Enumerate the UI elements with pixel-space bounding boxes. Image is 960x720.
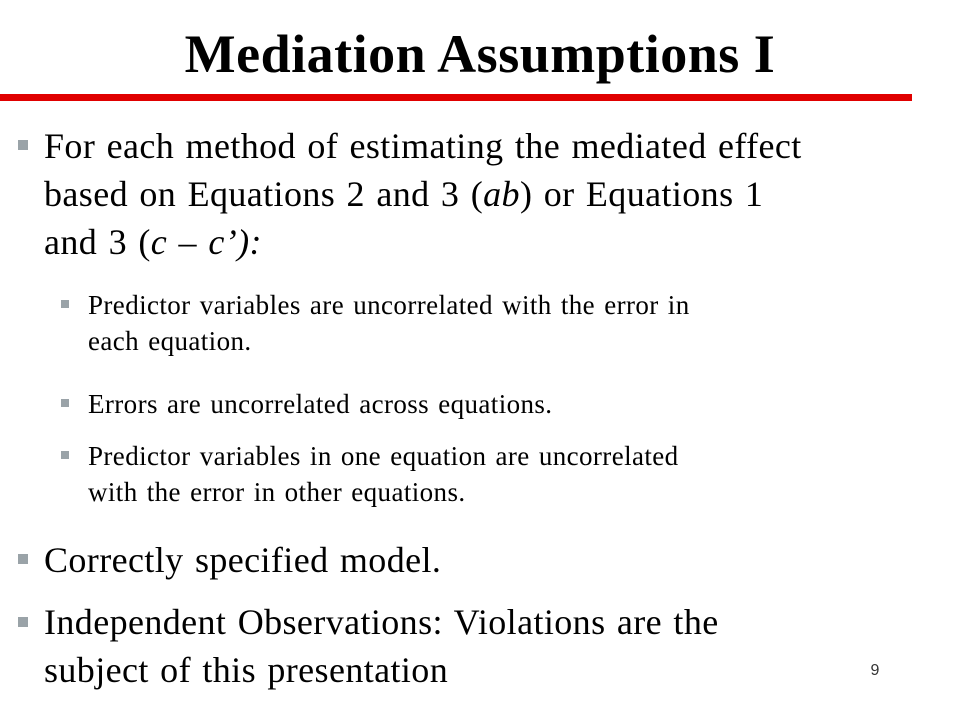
italic-term: c – c’): <box>150 222 262 262</box>
bullet-line: For each method of estimating the mediated effect <box>44 126 802 166</box>
square-bullet-icon <box>18 617 28 627</box>
bullet-line: with the error in other equations. <box>88 477 466 507</box>
bullet-line: subject of this presentation <box>44 650 449 690</box>
sub-bullet-text <box>88 438 888 510</box>
bullet-text <box>44 598 904 694</box>
page-number: 9 <box>870 662 880 679</box>
bullet-line <box>44 170 904 218</box>
bullet-line: Predictor variables in one equation are uncorrelated <box>88 441 679 471</box>
bullet-line: Independent Observations: Violations are the <box>44 602 719 642</box>
text-run: based on Equations 2 and 3 ( <box>44 174 484 214</box>
square-bullet-icon <box>18 554 28 564</box>
text-run: ) or Equations 1 <box>519 174 764 214</box>
text-run: and 3 ( <box>44 222 151 262</box>
italic-term: ab <box>483 174 520 214</box>
square-bullet-icon <box>61 451 69 459</box>
square-bullet-icon <box>61 399 69 407</box>
bullet-line <box>44 218 904 266</box>
title-divider <box>0 94 912 101</box>
square-bullet-icon <box>18 140 28 150</box>
sub-bullet-text <box>88 386 888 422</box>
bullet-text <box>44 536 904 584</box>
bullet-text <box>44 122 904 266</box>
bullet-line: Correctly specified model. <box>44 540 442 580</box>
square-bullet-icon <box>61 300 69 308</box>
slide-title: Mediation Assumptions I <box>184 24 776 84</box>
bullet-line: Predictor variables are uncorrelated with the error in <box>88 290 690 320</box>
sub-bullet-text <box>88 287 888 359</box>
bullet-line: each equation. <box>88 326 252 356</box>
bullet-line: Errors are uncorrelated across equations. <box>88 389 553 419</box>
